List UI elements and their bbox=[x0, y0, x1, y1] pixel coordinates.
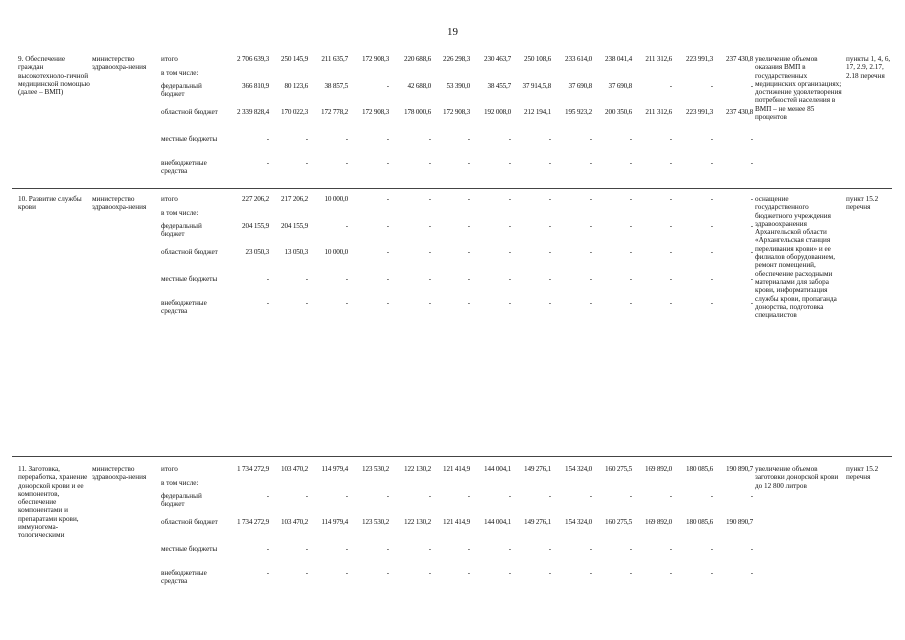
funding-value: 223 991,3 bbox=[686, 108, 713, 116]
funding-source: внебюджетные средства bbox=[161, 569, 207, 586]
funding-value: - bbox=[750, 222, 753, 230]
funding-value: - bbox=[629, 248, 632, 256]
funding-value: - bbox=[428, 159, 431, 167]
funding-value: - bbox=[428, 135, 431, 143]
funding-value: 172 908,3 bbox=[443, 108, 470, 116]
funding-value: - bbox=[710, 248, 713, 256]
funding-value: 180 085,6 bbox=[686, 465, 713, 473]
funding-row bbox=[0, 108, 905, 130]
funding-value: - bbox=[669, 299, 672, 307]
funding-value: 37 914,5,8 bbox=[522, 82, 551, 90]
funding-value: - bbox=[386, 492, 389, 500]
funding-value: - bbox=[428, 299, 431, 307]
row-separator bbox=[12, 456, 892, 457]
funding-value: - bbox=[508, 492, 511, 500]
funding-value: - bbox=[589, 248, 592, 256]
funding-value: 180 085,6 bbox=[686, 518, 713, 526]
funding-value: 230 463,7 bbox=[484, 55, 511, 63]
funding-value: - bbox=[266, 275, 269, 283]
funding-value: - bbox=[386, 195, 389, 203]
funding-row bbox=[0, 545, 905, 567]
funding-value: - bbox=[386, 299, 389, 307]
funding-value: - bbox=[589, 545, 592, 553]
funding-value: 192 008,0 bbox=[484, 108, 511, 116]
funding-value: - bbox=[669, 492, 672, 500]
funding-source: итого bbox=[161, 465, 178, 473]
funding-source: в том числе: bbox=[161, 69, 199, 77]
funding-source: федеральный бюджет bbox=[161, 492, 202, 509]
funding-value: - bbox=[467, 545, 470, 553]
funding-value: - bbox=[428, 569, 431, 577]
funding-value: - bbox=[669, 195, 672, 203]
funding-value: - bbox=[548, 569, 551, 577]
funding-value: - bbox=[508, 299, 511, 307]
funding-value: - bbox=[345, 569, 348, 577]
funding-value: - bbox=[467, 222, 470, 230]
funding-value: 204 155,9 bbox=[242, 222, 269, 230]
funding-row bbox=[0, 248, 905, 270]
measure-reference: пункты 1, 4, 6, 17, 2.9, 2.17, 2.18 перечня bbox=[846, 55, 891, 80]
funding-value: - bbox=[710, 222, 713, 230]
measure-name: 9. Обеспечение граждан высокотехноло-гичной медицинской помощью (далее – ВМП) bbox=[18, 55, 90, 97]
funding-value: 211 312,6 bbox=[645, 55, 672, 63]
funding-value: - bbox=[589, 299, 592, 307]
funding-value: - bbox=[750, 159, 753, 167]
funding-value: - bbox=[345, 492, 348, 500]
funding-value: - bbox=[305, 275, 308, 283]
funding-value: - bbox=[710, 492, 713, 500]
funding-value: 1 734 272,9 bbox=[237, 518, 269, 526]
funding-value: - bbox=[629, 492, 632, 500]
funding-source: областной бюджет bbox=[161, 108, 218, 116]
funding-value: - bbox=[266, 492, 269, 500]
funding-value: 200 350,6 bbox=[605, 108, 632, 116]
funding-value: - bbox=[669, 569, 672, 577]
funding-value: - bbox=[266, 545, 269, 553]
funding-row bbox=[0, 492, 905, 514]
funding-source: местные бюджеты bbox=[161, 275, 218, 283]
funding-source: в том числе: bbox=[161, 209, 199, 217]
funding-value: - bbox=[589, 135, 592, 143]
page-number: 19 bbox=[447, 26, 458, 38]
funding-value: 42 688,0 bbox=[407, 82, 431, 90]
measure-result: увеличение объемов заготовки донорской крови до 12 800 литров bbox=[755, 465, 839, 490]
funding-value: - bbox=[305, 492, 308, 500]
funding-value: - bbox=[508, 545, 511, 553]
funding-value: 190 890,7 bbox=[726, 518, 753, 526]
funding-value: - bbox=[508, 195, 511, 203]
funding-value: - bbox=[548, 492, 551, 500]
funding-value: 366 810,9 bbox=[242, 82, 269, 90]
funding-value: 121 414,9 bbox=[443, 465, 470, 473]
funding-value: - bbox=[467, 299, 470, 307]
funding-value: - bbox=[467, 569, 470, 577]
funding-value: - bbox=[750, 569, 753, 577]
funding-value: - bbox=[669, 135, 672, 143]
measure-name: 11. Заготовка, переработка, хранение донорской крови и ее компонентов, обеспечение компонентами и препаратами крови, иммуногема-тологическими bbox=[18, 465, 88, 540]
funding-source: внебюджетные средства bbox=[161, 299, 207, 316]
funding-value: 226 298,3 bbox=[443, 55, 470, 63]
funding-row bbox=[0, 159, 905, 181]
funding-value: - bbox=[345, 222, 348, 230]
funding-value: - bbox=[508, 569, 511, 577]
funding-value: - bbox=[548, 195, 551, 203]
funding-value: - bbox=[386, 275, 389, 283]
measure-executor: министерство здравоохра-нения bbox=[92, 465, 147, 482]
measure-result: оснащение государственного бюджетного учреждения здравоохранения Архангельской области «Архангельская станция переливания крови» и ее филиалов оборудованием, ремонт помещений, обеспечение расходными материалами для забора крови, информатизация службы крови, пропаганда донорства, подготовка специалистов bbox=[755, 195, 837, 320]
funding-value: - bbox=[629, 299, 632, 307]
funding-value: - bbox=[710, 275, 713, 283]
funding-value: - bbox=[629, 222, 632, 230]
funding-value: - bbox=[548, 222, 551, 230]
measure-executor: министерство здравоохра-нения bbox=[92, 195, 147, 212]
funding-value: 103 470,2 bbox=[281, 518, 308, 526]
funding-value: 237 430,8 bbox=[726, 108, 753, 116]
funding-value: 144 004,1 bbox=[484, 518, 511, 526]
funding-value: 190 890,7 bbox=[726, 465, 753, 473]
funding-value: - bbox=[669, 222, 672, 230]
funding-value: - bbox=[710, 135, 713, 143]
funding-value: - bbox=[629, 195, 632, 203]
funding-value: 250 108,6 bbox=[524, 55, 551, 63]
funding-value: - bbox=[629, 569, 632, 577]
funding-value: - bbox=[669, 248, 672, 256]
funding-value: - bbox=[467, 135, 470, 143]
funding-value: 217 206,2 bbox=[281, 195, 308, 203]
funding-value: - bbox=[710, 299, 713, 307]
funding-row bbox=[0, 135, 905, 157]
funding-value: - bbox=[386, 222, 389, 230]
funding-source: внебюджетные средства bbox=[161, 159, 207, 176]
funding-value: 160 275,5 bbox=[605, 465, 632, 473]
funding-value: - bbox=[467, 248, 470, 256]
funding-value: - bbox=[750, 135, 753, 143]
funding-value: 172 778,2 bbox=[321, 108, 348, 116]
funding-value: - bbox=[508, 222, 511, 230]
funding-value: - bbox=[548, 299, 551, 307]
funding-value: - bbox=[750, 248, 753, 256]
funding-value: - bbox=[669, 275, 672, 283]
funding-value: - bbox=[305, 159, 308, 167]
measure-executor: министерство здравоохра-нения bbox=[92, 55, 147, 72]
funding-value: - bbox=[710, 195, 713, 203]
funding-value: - bbox=[345, 299, 348, 307]
funding-value: 250 145,9 bbox=[281, 55, 308, 63]
funding-row bbox=[0, 569, 905, 591]
funding-value: - bbox=[508, 248, 511, 256]
funding-value: - bbox=[710, 545, 713, 553]
funding-value: 144 004,1 bbox=[484, 465, 511, 473]
funding-source: федеральный бюджет bbox=[161, 82, 202, 99]
funding-value: - bbox=[589, 222, 592, 230]
funding-value: - bbox=[629, 275, 632, 283]
funding-value: - bbox=[508, 159, 511, 167]
funding-value: - bbox=[589, 492, 592, 500]
funding-value: 170 022,3 bbox=[281, 108, 308, 116]
funding-value: 38 857,5 bbox=[324, 82, 348, 90]
funding-value: 220 688,6 bbox=[404, 55, 431, 63]
measure-name: 10. Развитие службы крови bbox=[18, 195, 82, 212]
funding-value: 172 908,3 bbox=[362, 108, 389, 116]
funding-value: 169 892,0 bbox=[645, 518, 672, 526]
funding-value: - bbox=[629, 135, 632, 143]
funding-source: областной бюджет bbox=[161, 518, 218, 526]
funding-source: областной бюджет bbox=[161, 248, 218, 256]
funding-value: - bbox=[750, 195, 753, 203]
funding-value: - bbox=[467, 275, 470, 283]
funding-value: - bbox=[669, 159, 672, 167]
funding-value: 154 324,0 bbox=[565, 465, 592, 473]
row-separator bbox=[12, 188, 892, 189]
funding-value: 211 312,6 bbox=[645, 108, 672, 116]
funding-value: 10 000,0 bbox=[324, 195, 348, 203]
funding-value: - bbox=[345, 135, 348, 143]
funding-value: - bbox=[589, 275, 592, 283]
funding-value: - bbox=[750, 299, 753, 307]
funding-value: - bbox=[750, 545, 753, 553]
funding-value: - bbox=[589, 569, 592, 577]
funding-value: 223 991,3 bbox=[686, 55, 713, 63]
measure-reference: пункт 15.2 перечня bbox=[846, 465, 879, 482]
funding-value: - bbox=[710, 159, 713, 167]
funding-value: - bbox=[467, 492, 470, 500]
funding-value: 195 923,2 bbox=[565, 108, 592, 116]
funding-value: - bbox=[750, 82, 753, 90]
funding-value: 37 690,8 bbox=[568, 82, 592, 90]
funding-value: 2 706 639,3 bbox=[237, 55, 269, 63]
funding-value: 227 206,2 bbox=[242, 195, 269, 203]
funding-value: - bbox=[428, 248, 431, 256]
funding-value: - bbox=[305, 569, 308, 577]
funding-value: 23 050,3 bbox=[245, 248, 269, 256]
funding-value: - bbox=[266, 159, 269, 167]
funding-source: итого bbox=[161, 195, 178, 203]
funding-value: - bbox=[266, 135, 269, 143]
measure-result: увеличение объемов оказания ВМП в государственных медицинских организациях; достижение удовлетворения потребностей населения в ВМП – не менее 85 процентов bbox=[755, 55, 842, 122]
funding-value: - bbox=[305, 135, 308, 143]
funding-value: - bbox=[669, 545, 672, 553]
funding-source: в том числе: bbox=[161, 479, 199, 487]
funding-value: 80 123,6 bbox=[284, 82, 308, 90]
funding-value: 178 000,6 bbox=[404, 108, 431, 116]
funding-value: - bbox=[428, 222, 431, 230]
funding-value: - bbox=[710, 569, 713, 577]
funding-value: 103 470,2 bbox=[281, 465, 308, 473]
funding-value: - bbox=[345, 275, 348, 283]
funding-source: местные бюджеты bbox=[161, 545, 218, 553]
funding-value: - bbox=[629, 159, 632, 167]
funding-value: - bbox=[386, 135, 389, 143]
funding-value: 149 276,1 bbox=[524, 465, 551, 473]
funding-value: 237 430,8 bbox=[726, 55, 753, 63]
funding-value: - bbox=[428, 545, 431, 553]
funding-value: 149 276,1 bbox=[524, 518, 551, 526]
funding-value: - bbox=[386, 159, 389, 167]
funding-value: 1 734 272,9 bbox=[237, 465, 269, 473]
funding-value: - bbox=[669, 82, 672, 90]
funding-value: - bbox=[508, 135, 511, 143]
funding-value: 13 050,3 bbox=[284, 248, 308, 256]
funding-value: 122 130,2 bbox=[404, 465, 431, 473]
funding-value: 123 530,2 bbox=[362, 465, 389, 473]
funding-value: - bbox=[548, 275, 551, 283]
funding-value: - bbox=[428, 492, 431, 500]
funding-value: - bbox=[386, 569, 389, 577]
funding-value: 204 155,9 bbox=[281, 222, 308, 230]
funding-value: 122 130,2 bbox=[404, 518, 431, 526]
funding-value: 238 041,4 bbox=[605, 55, 632, 63]
funding-value: - bbox=[305, 545, 308, 553]
funding-value: 121 414,9 bbox=[443, 518, 470, 526]
funding-value: 172 908,3 bbox=[362, 55, 389, 63]
funding-value: 154 324,0 bbox=[565, 518, 592, 526]
funding-value: - bbox=[386, 82, 389, 90]
funding-value: - bbox=[467, 195, 470, 203]
funding-source: федеральный бюджет bbox=[161, 222, 202, 239]
funding-value: 211 635,7 bbox=[321, 55, 348, 63]
funding-row bbox=[0, 82, 905, 104]
funding-value: - bbox=[548, 159, 551, 167]
funding-value: - bbox=[508, 275, 511, 283]
funding-value: 160 275,5 bbox=[605, 518, 632, 526]
funding-row bbox=[0, 299, 905, 321]
funding-value: 212 194,1 bbox=[524, 108, 551, 116]
funding-source: итого bbox=[161, 55, 178, 63]
funding-value: - bbox=[467, 159, 470, 167]
funding-value: - bbox=[548, 545, 551, 553]
funding-value: - bbox=[305, 299, 308, 307]
measure-reference: пункт 15.2 перечня bbox=[846, 195, 879, 212]
funding-source: местные бюджеты bbox=[161, 135, 218, 143]
funding-value: - bbox=[629, 545, 632, 553]
funding-value: 38 455,7 bbox=[487, 82, 511, 90]
funding-value: 37 690,8 bbox=[608, 82, 632, 90]
funding-value: - bbox=[589, 195, 592, 203]
funding-value: - bbox=[750, 492, 753, 500]
funding-value: 53 390,0 bbox=[446, 82, 470, 90]
funding-value: 114 979,4 bbox=[321, 518, 348, 526]
funding-value: - bbox=[428, 195, 431, 203]
funding-value: 10 000,0 bbox=[324, 248, 348, 256]
funding-value: - bbox=[266, 299, 269, 307]
funding-row bbox=[0, 275, 905, 297]
funding-value: 233 614,0 bbox=[565, 55, 592, 63]
funding-value: 123 530,2 bbox=[362, 518, 389, 526]
funding-value: - bbox=[428, 275, 431, 283]
funding-value: 114 979,4 bbox=[321, 465, 348, 473]
funding-value: - bbox=[750, 275, 753, 283]
funding-value: - bbox=[589, 159, 592, 167]
funding-value: - bbox=[345, 545, 348, 553]
funding-value: - bbox=[266, 569, 269, 577]
funding-value: - bbox=[386, 248, 389, 256]
funding-value: 2 339 828,4 bbox=[237, 108, 269, 116]
funding-row bbox=[0, 222, 905, 244]
funding-value: - bbox=[710, 82, 713, 90]
funding-value: - bbox=[386, 545, 389, 553]
funding-value: - bbox=[345, 159, 348, 167]
funding-value: - bbox=[548, 248, 551, 256]
funding-row bbox=[0, 518, 905, 540]
funding-value: 169 892,0 bbox=[645, 465, 672, 473]
funding-value: - bbox=[548, 135, 551, 143]
